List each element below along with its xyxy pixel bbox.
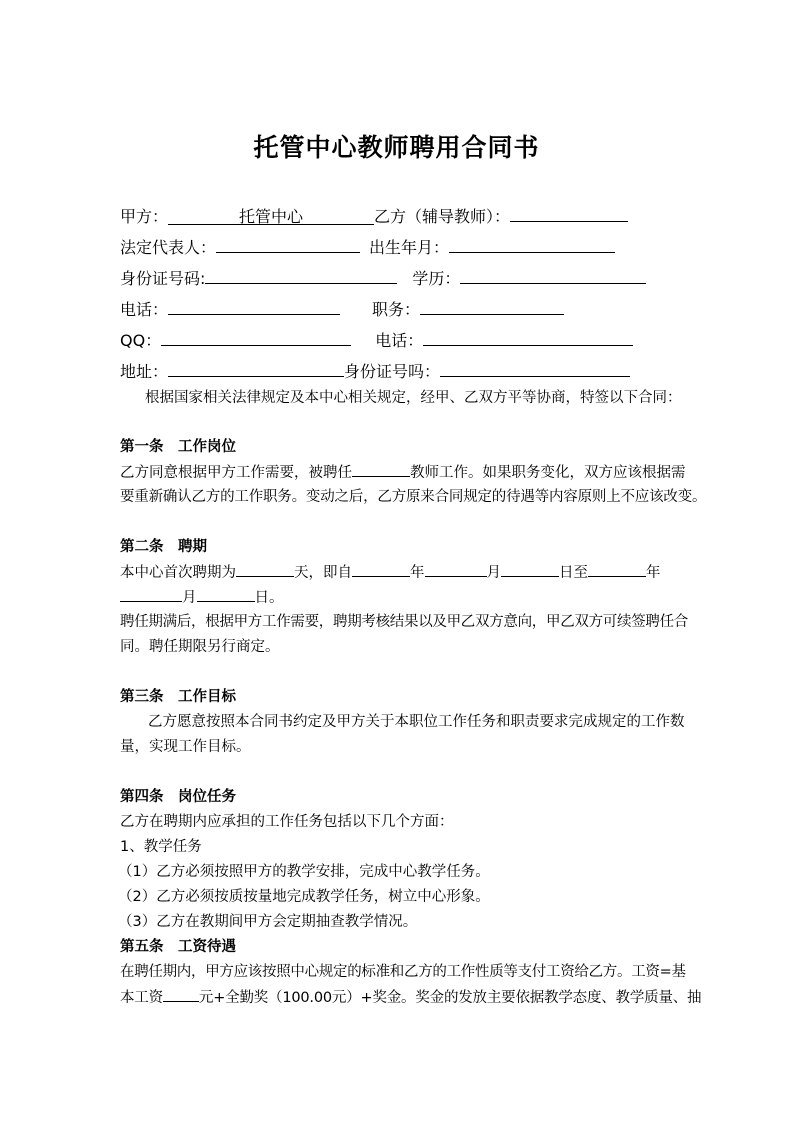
start-month-blank bbox=[425, 562, 487, 577]
party-b-label: 乙方（辅导教师）： bbox=[374, 207, 511, 226]
article5-text-a: 本工资 bbox=[120, 990, 163, 1006]
position-blank bbox=[420, 297, 564, 315]
end-year-blank bbox=[588, 562, 646, 577]
article2-heading: 第二条 聘期 bbox=[120, 539, 207, 555]
article2-line4: 同。聘任期限另行商定。 bbox=[120, 639, 280, 655]
article4-item-1: （1）乙方必须按照甲方的教学安排，完成中心教学任务。 bbox=[118, 864, 490, 880]
article1-text-b: 教师工作。如果职务变化，双方应该根据需 bbox=[410, 465, 686, 481]
article4-line2: 1、教学任务 bbox=[120, 839, 202, 855]
end-day-text: 日。 bbox=[254, 590, 284, 606]
article1-text-a: 乙方同意根据甲方工作需要，被聘任 bbox=[120, 465, 352, 481]
article1-heading: 第一条 工作岗位 bbox=[120, 439, 236, 455]
document-title: 托管中心教师聘用合同书 bbox=[253, 133, 540, 162]
phone2-blank bbox=[423, 328, 633, 346]
article3-line1: 乙方愿意按照本合同书约定及甲方关于本职位工作任务和职责要求完成规定的工作数 bbox=[148, 714, 685, 730]
article4-heading: 第四条 岗位任务 bbox=[120, 789, 236, 805]
legal-rep-blank bbox=[216, 235, 360, 253]
position-label: 职务： bbox=[372, 300, 421, 319]
phone-label: 电话： bbox=[120, 300, 169, 319]
article4-item-2: （2）乙方必须按质按量地完成教学任务，树立中心形象。 bbox=[118, 889, 490, 905]
start-day-blank bbox=[501, 562, 559, 577]
legal-rep-label: 法定代表人： bbox=[120, 238, 217, 257]
address-label: 地址： bbox=[120, 362, 169, 381]
id-label: 身份证号码: bbox=[120, 269, 206, 288]
party-row-2 bbox=[120, 235, 615, 258]
party-row-1 bbox=[120, 204, 628, 227]
phone2-label: 电话： bbox=[375, 331, 424, 350]
article4-item-3: （3）乙方在教期间甲方会定期抽查教学情况。 bbox=[118, 914, 418, 930]
month-text: 月 bbox=[486, 565, 501, 581]
year-text: 年 bbox=[410, 565, 425, 581]
qq-blank bbox=[161, 328, 351, 346]
id-blank bbox=[205, 266, 397, 284]
party-row-5 bbox=[120, 328, 633, 351]
edu-label: 学历： bbox=[412, 269, 461, 288]
intro-text: 根据国家相关法律规定及本中心相关规定，经甲、乙双方平等协商，特签以下合同： bbox=[145, 390, 682, 406]
article1-line2: 要重新确认乙方的工作职务。变动之后，乙方原来合同规定的待遇等内容原则上不应该改变。 bbox=[120, 489, 707, 505]
term-text-b: 天，即自 bbox=[294, 565, 352, 581]
address-blank bbox=[168, 359, 344, 377]
article2-line3: 聘任期满后，根据甲方工作需要，聘期考核结果以及甲乙双方意向，甲乙双方可续签聘任合 bbox=[120, 614, 688, 630]
article5-heading: 第五条 工资待遇 bbox=[120, 939, 236, 955]
party-row-6 bbox=[120, 359, 630, 382]
end-day-blank bbox=[197, 587, 255, 602]
article5-line2 bbox=[120, 987, 701, 1008]
article5-text-b: 元+全勤奖（100.00元）+奖金。奖金的发放主要依据教学态度、教学质量、抽 bbox=[198, 990, 702, 1006]
party-row-3 bbox=[120, 266, 646, 289]
article5-line1: 在聘任期内，甲方应该按照中心规定的标准和乙方的工作性质等支付工资给乙方。工资=基 bbox=[120, 964, 686, 980]
article2-line1 bbox=[120, 562, 661, 583]
end-year-text: 年 bbox=[646, 565, 661, 581]
term-text-a: 本中心首次聘期为 bbox=[120, 565, 236, 581]
term-days-blank bbox=[236, 562, 294, 577]
day-to-text: 日至 bbox=[559, 565, 588, 581]
party-a-field bbox=[168, 207, 374, 225]
id2-label: 身份证号吗： bbox=[344, 362, 441, 381]
article4-line1: 乙方在聘期内应承担的工作任务包括以下几个方面： bbox=[120, 814, 454, 830]
article3-line2: 量，实现工作目标。 bbox=[120, 739, 251, 755]
base-salary-blank bbox=[163, 987, 199, 1002]
birth-label: 出生年月： bbox=[369, 238, 450, 257]
party-row-4 bbox=[120, 297, 564, 320]
end-month-blank bbox=[120, 587, 182, 602]
party-a-label: 甲方： bbox=[120, 207, 169, 226]
article2-line2 bbox=[120, 587, 284, 608]
article1-line1 bbox=[120, 462, 686, 483]
party-a-value: 托管中心 bbox=[239, 207, 304, 226]
phone-blank bbox=[168, 297, 340, 315]
qq-label: QQ： bbox=[120, 331, 162, 350]
edu-blank bbox=[460, 266, 646, 284]
start-year-blank bbox=[352, 562, 410, 577]
article1-blank bbox=[352, 462, 410, 477]
birth-blank bbox=[449, 235, 615, 253]
end-month-text: 月 bbox=[182, 590, 197, 606]
id2-blank bbox=[440, 359, 630, 377]
party-b-blank bbox=[510, 204, 628, 222]
article3-heading: 第三条 工作目标 bbox=[120, 689, 236, 705]
